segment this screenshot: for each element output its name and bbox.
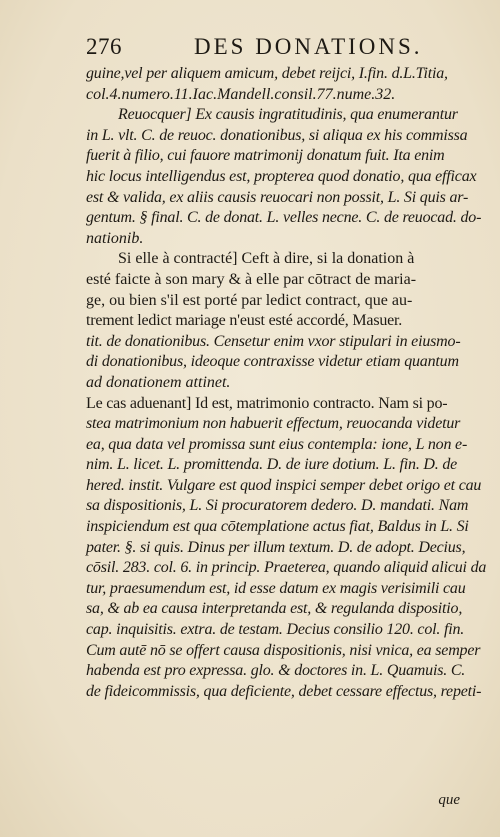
catchword: que: [438, 792, 460, 808]
text-line: inspiciendum est qua cōtemplatione actus fiat, Baldus in L. Si: [86, 518, 469, 536]
text-line: tur, praesumendum est, id esse datum ex magis verisimili cau: [86, 579, 466, 597]
text-line: hered. instit. Vulgare est quod inspici semper debet origo et cau: [86, 476, 482, 494]
text-line: col.4.numero.11.Iac.Mandell.consil.77.nume.32.: [86, 85, 396, 103]
text-line: sa, & ab ea causa interpretanda est, & regulanda dispositio,: [86, 600, 463, 618]
page-number: 276: [86, 34, 122, 59]
text-line: de fideicommissis, qua deficiente, debet cessare effectus, repeti-: [86, 682, 482, 700]
text-line: hic locus intelligendus est, propterea quod donatio, qua efficax: [86, 167, 477, 185]
text-line: stea matrimonium non habuerit effectum, reuocanda videtur: [86, 415, 461, 433]
text-line: pater. §. si quis. Dinus per illum textum. D. de adopt. Decius,: [86, 538, 466, 556]
text-line: cōsil. 283. col. 6. in princip. Praeterea, quando aliquid alicui da: [86, 559, 487, 577]
text-line: fuerit à filio, cui fauore matrimonij donatum fuit. Ita enim: [86, 147, 445, 165]
text-line: guine,vel per aliquem amicum, debet reijci, I.fin. d.L.Titia,: [86, 65, 448, 82]
text-line: in L. vlt. C. de reuoc. donationibus, si aliqua ex his commissa: [86, 126, 468, 144]
text-line: nationib.: [86, 229, 144, 247]
text-line: ea, qua data vel promissa sunt eius contempla: ione, L non e-: [86, 435, 468, 453]
page-header: [86, 34, 458, 64]
text-line: tit. de donationibus. Censetur enim vxor stipulari in eiusmo-: [86, 332, 461, 350]
text-line: habenda est pro expressa. glo. & doctores in. L. Quamuis. C.: [86, 662, 466, 680]
text-line: trement ledict mariage n'eust esté accordé, Masuer.: [86, 312, 403, 330]
text-line: est & valida, ex aliis causis reuocari non possit, L. Si quis ar-: [86, 188, 469, 206]
text-line: Cum autē nō se offert causa dispositionis, nisi vnica, ea semper: [86, 641, 481, 659]
text-line: gentum. § final. C. de donat. L. velles necne. C. de reuocad. do-: [86, 209, 482, 227]
text-line: Reuocquer] Ex causis ingratitudinis, qua enumerantur: [118, 106, 458, 124]
text-line: ad donationem attinet.: [86, 373, 231, 391]
text-line: esté faicte à son mary & à elle par cōtract de maria-: [86, 270, 417, 288]
running-head: DES DONATIONS.: [194, 34, 423, 59]
text-line: Si elle à contracté] Ceft à dire, si la donation à: [118, 250, 415, 268]
text-line: di donationibus, ideoque contraxisse videtur etiam quantum: [86, 353, 459, 371]
body-text: [86, 64, 487, 702]
text-line: nim. L. licet. L. promittenda. D. de iure dotium. L. fin. D. de: [86, 456, 458, 474]
text-line: sa dispositionis, L. Si procuratorem dedero. D. mandati. Nam: [86, 497, 469, 515]
text-line: Le cas aduenant] Id est, matrimonio contracto. Nam si po-: [86, 394, 448, 412]
text-line: ge, ou bien s'il est porté par ledict contract, que au-: [86, 291, 413, 309]
text-line: cap. inquisitis. extra. de testam. Decius consilio 120. col. fin.: [86, 621, 465, 639]
